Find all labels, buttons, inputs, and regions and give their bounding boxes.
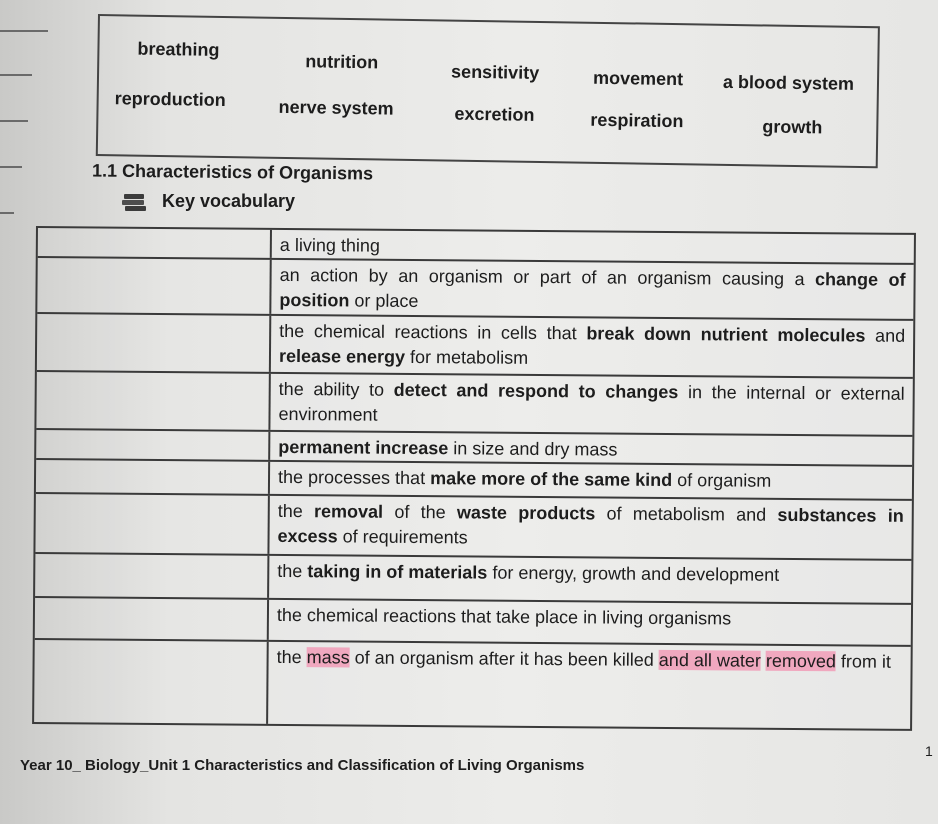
word-bank-item: excretion [454,103,535,125]
definition-fragment: the [276,646,307,668]
vocabulary-row [35,596,911,645]
definition-fragment: the ability to [278,378,394,400]
bold-keyword: taking in of materials [307,561,488,583]
definition-text [279,319,905,374]
word-bank-item: sensitivity [450,61,540,83]
definition-fragment: the processes that [277,466,431,489]
definition-fragment: of organism [672,470,772,491]
key-vocabulary-label: Key vocabulary [162,191,296,211]
vocabulary-row [36,370,912,435]
term-answer-cell[interactable] [35,494,269,554]
definition-fragment: the [277,560,308,582]
word-bank-item: reproduction [114,88,226,111]
word-bank-item: breathing [137,38,220,60]
definition-text [277,559,903,589]
bold-keyword: change of position [279,269,906,311]
definition-fragment: an action by an organism or part of an organism causing a [279,264,816,290]
definition-fragment: in the internal or external environment [278,382,905,425]
bold-keyword: break down nutrient molecules [586,323,866,346]
vocabulary-row [35,552,911,603]
definition-fragment: a living thing [279,234,381,256]
definition-text [279,263,905,318]
definition-text [277,603,903,633]
page-footer: Year 10_ Biology_Unit 1 Characteristics and Classification of Living Organisms [20,757,585,774]
word-bank [96,14,880,168]
definition-fragment: the [277,500,315,522]
term-answer-cell[interactable] [36,372,270,430]
definition-fragment: for metabolism [404,346,529,368]
vocabulary-row [37,312,913,377]
term-answer-cell[interactable] [37,258,271,314]
margin-line [0,120,28,122]
margin-line [0,74,32,76]
definition-fragment: of an organism after it has been killed [349,647,659,670]
bold-keyword: release energy [278,345,406,367]
definition-fragment: or place [349,290,419,312]
vocabulary-row [35,492,911,559]
section-title: 1.1 Characteristics of Organisms [91,160,374,184]
margin-line [0,212,14,214]
bold-keyword: detect and respond to changes [393,379,679,403]
key-vocabulary-heading [122,191,295,212]
definition-fragment: the chemical reactions in cells that [279,320,587,344]
bold-keyword: waste products [456,502,596,524]
word-bank-item: growth [762,116,823,138]
word-bank-item: nutrition [305,51,379,73]
bold-keyword: make more of the same kind [430,468,673,491]
vocabulary-row [34,638,911,729]
highlighted-text: mass [306,647,350,668]
definition-text [278,377,904,432]
word-bank-item: respiration [590,109,684,132]
margin-line [0,166,22,168]
word-bank-item: movement [592,67,684,90]
highlighted-text: and all water [658,649,761,671]
book-stack-icon [122,193,148,211]
definition-text [278,465,904,495]
word-bank-item: nerve system [278,96,394,119]
definition-fragment: the chemical reactions that take place in living organisms [276,604,732,629]
definition-fragment: and [865,325,906,346]
term-answer-cell[interactable] [35,598,269,640]
margin-line [0,30,48,32]
definition-text [277,499,903,554]
bold-keyword: permanent increase [278,436,449,459]
word-bank-item: a blood system [722,71,855,94]
bold-keyword: removal [313,501,384,522]
term-answer-cell[interactable] [34,640,269,724]
definition-fragment: of metabolism and [595,503,778,525]
highlighted-text: removed [765,650,837,672]
term-answer-cell[interactable] [35,554,269,598]
definition-fragment: of the [383,501,458,523]
term-answer-cell[interactable] [37,314,271,372]
definition-fragment: from it [835,651,892,672]
term-answer-cell[interactable] [38,228,272,258]
term-answer-cell[interactable] [36,460,270,494]
definition-fragment: of requirements [337,526,468,548]
vocabulary-row [37,256,913,319]
definition-fragment: in size and dry mass [448,438,618,460]
definition-fragment: for energy, growth and development [487,562,780,585]
term-answer-cell[interactable] [36,430,270,460]
bold-keyword: substances in excess [277,504,904,547]
definition-text [277,645,903,675]
vocabulary-table [32,226,916,731]
page-number: 1 [925,743,933,759]
